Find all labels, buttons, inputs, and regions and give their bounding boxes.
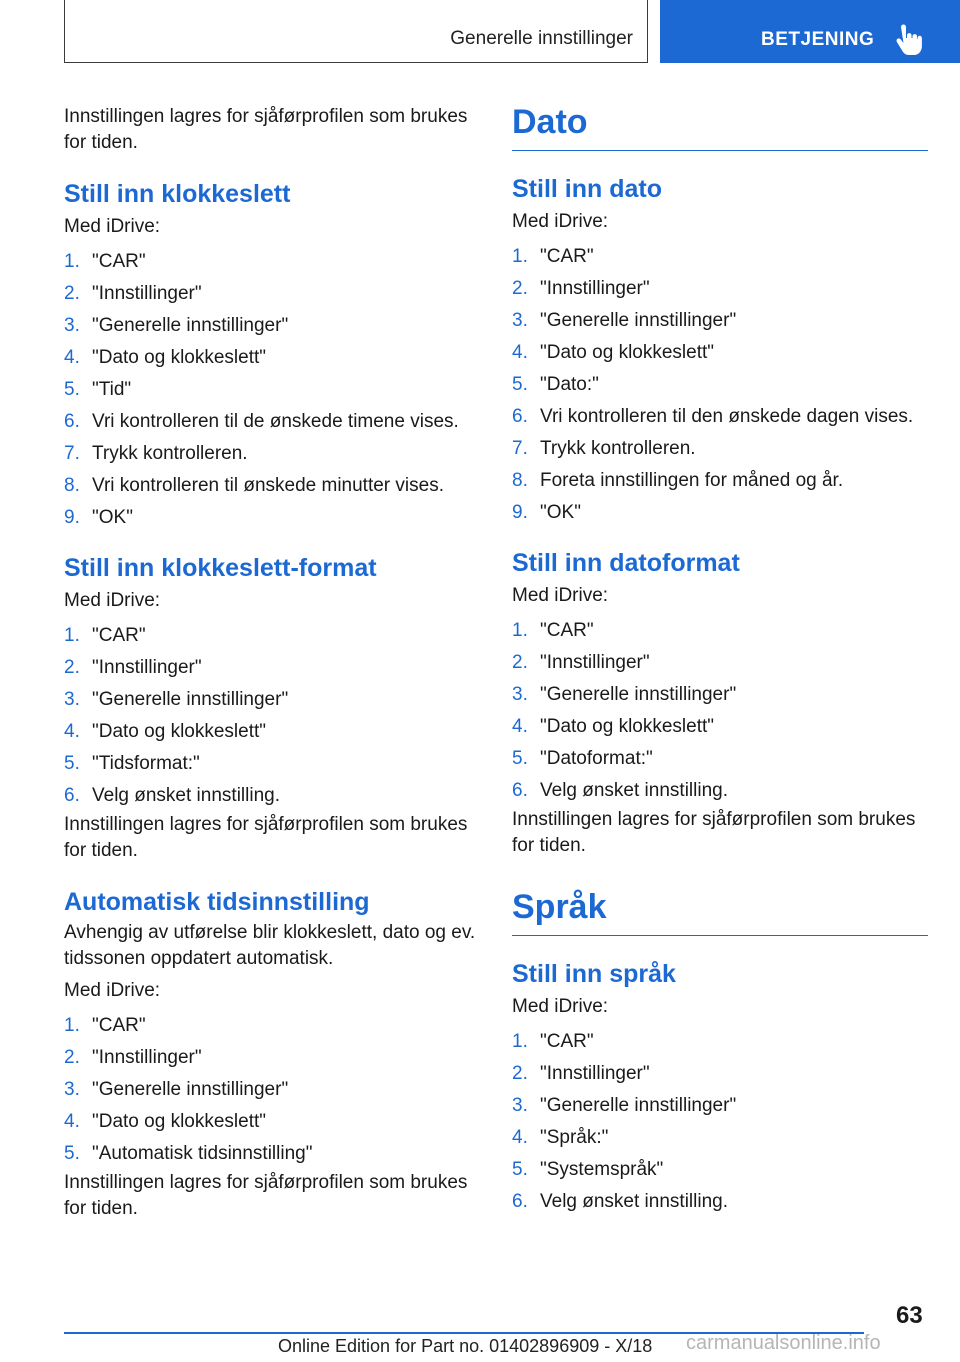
- right-column: [512, 102, 928, 1218]
- list-item: 5. "Dato:": [512, 374, 599, 395]
- intro-note: Innstillingen lagres for sjåførprofilen som brukes for tiden.: [64, 106, 468, 153]
- header-section-title: Generelle innstillinger: [450, 28, 633, 49]
- list-item: 2. "Innstillinger": [512, 652, 650, 673]
- list-item: 6. Vri kontrolleren til den ønskede dagen vises.: [512, 406, 914, 427]
- list-item: 1. "CAR": [64, 251, 146, 272]
- list-item: 7. Trykk kontrolleren.: [64, 443, 248, 464]
- list-item: 2. "Innstillinger": [512, 1063, 650, 1084]
- language-lead: Med iDrive:: [512, 996, 609, 1017]
- auto-time-lead: Med iDrive:: [64, 980, 161, 1001]
- page-number: 63: [896, 1302, 923, 1329]
- list-item: 5. "Systemspråk": [512, 1159, 664, 1180]
- date-heading: Still inn dato: [512, 175, 662, 203]
- list-item: 3. "Generelle innstillinger": [512, 1095, 737, 1116]
- list-item: 3. "Generelle innstillinger": [64, 1079, 289, 1100]
- list-item: 1. "CAR": [512, 620, 594, 641]
- list-item: 7. Trykk kontrolleren.: [512, 438, 696, 459]
- list-item: 5. "Automatisk tidsinnstilling": [64, 1143, 313, 1164]
- list-item: 5. "Tidsformat:": [64, 753, 200, 774]
- list-item: 3. "Generelle innstillinger": [512, 310, 737, 331]
- list-item: 6. Velg ønsket innstilling.: [512, 1191, 728, 1212]
- list-item: 4. "Dato og klokkeslett": [64, 721, 267, 742]
- list-item: 4. "Språk:": [512, 1127, 609, 1148]
- hand-pointer-icon: [894, 24, 922, 56]
- list-item: 8. Vri kontrolleren til ønskede minutter vises.: [64, 475, 444, 496]
- list-item: 9. "OK": [64, 507, 133, 528]
- date-lead: Med iDrive:: [512, 211, 609, 232]
- auto-time-note: Innstillingen lagres for sjåførprofilen som brukes for tiden.: [64, 1172, 468, 1219]
- language-steps: [512, 1026, 928, 1218]
- clock-format-lead: Med iDrive:: [64, 590, 161, 611]
- list-item: 2. "Innstillinger": [64, 283, 202, 304]
- list-item: 8. Foreta innstillingen for måned og år.: [512, 470, 844, 491]
- list-item: 3. "Generelle innstillinger": [64, 315, 289, 336]
- clock-format-note: Innstillingen lagres for sjåførprofilen som brukes for tiden.: [64, 814, 468, 861]
- list-item: 1. "CAR": [512, 1031, 594, 1052]
- clock-heading: Still inn klokkeslett: [64, 180, 291, 208]
- list-item: 4. "Dato og klokkeslett": [64, 347, 267, 368]
- list-item: 5. "Tid": [64, 379, 132, 400]
- auto-time-steps: [64, 1010, 484, 1170]
- clock-lead: Med iDrive:: [64, 216, 161, 237]
- header-section-tab: [64, 0, 648, 63]
- list-item: 4. "Dato og klokkeslett": [64, 1111, 267, 1132]
- clock-format-steps: [64, 620, 484, 812]
- clock-steps: [64, 246, 484, 534]
- header-chapter-title: BETJENING: [761, 29, 875, 50]
- date-format-note: Innstillingen lagres for sjåførprofilen som brukes for tiden.: [512, 809, 916, 856]
- auto-time-heading: Automatisk tidsinnstilling: [64, 888, 370, 916]
- date-steps: [512, 241, 928, 529]
- left-column: [64, 104, 484, 1222]
- list-item: 1. "CAR": [64, 1015, 146, 1036]
- language-chapter-title: Språk: [512, 887, 928, 936]
- list-item: 4. "Dato og klokkeslett": [512, 342, 715, 363]
- list-item: 6. Velg ønsket innstilling.: [64, 785, 280, 806]
- list-item: 1. "CAR": [64, 625, 146, 646]
- watermark: carmanualsonline.info: [686, 1332, 881, 1354]
- list-item: 9. "OK": [512, 502, 581, 523]
- edition-text: Online Edition for Part no. 01402896909 - X/18: [278, 1336, 653, 1356]
- list-item: 2. "Innstillinger": [512, 278, 650, 299]
- list-item: 3. "Generelle innstillinger": [512, 684, 737, 705]
- list-item: 2. "Innstillinger": [64, 1047, 202, 1068]
- auto-time-description: Avhengig av utførelse blir klokkeslett, dato og ev. tidssonen oppdatert automatisk.: [64, 922, 476, 969]
- header-chapter-tab: [660, 0, 960, 63]
- date-format-lead: Med iDrive:: [512, 585, 609, 606]
- clock-format-heading: Still inn klokkeslett-format: [64, 554, 377, 582]
- list-item: 6. Vri kontrolleren til de ønskede timene vises.: [64, 411, 459, 432]
- language-heading: Still inn språk: [512, 960, 676, 988]
- list-item: 6. Velg ønsket innstilling.: [512, 780, 728, 801]
- list-item: 1. "CAR": [512, 246, 594, 267]
- date-format-heading: Still inn datoformat: [512, 549, 740, 577]
- date-chapter-title: Dato: [512, 102, 928, 151]
- list-item: 2. "Innstillinger": [64, 657, 202, 678]
- date-format-steps: [512, 615, 928, 807]
- list-item: 3. "Generelle innstillinger": [64, 689, 289, 710]
- list-item: 5. "Datoformat:": [512, 748, 653, 769]
- list-item: 4. "Dato og klokkeslett": [512, 716, 715, 737]
